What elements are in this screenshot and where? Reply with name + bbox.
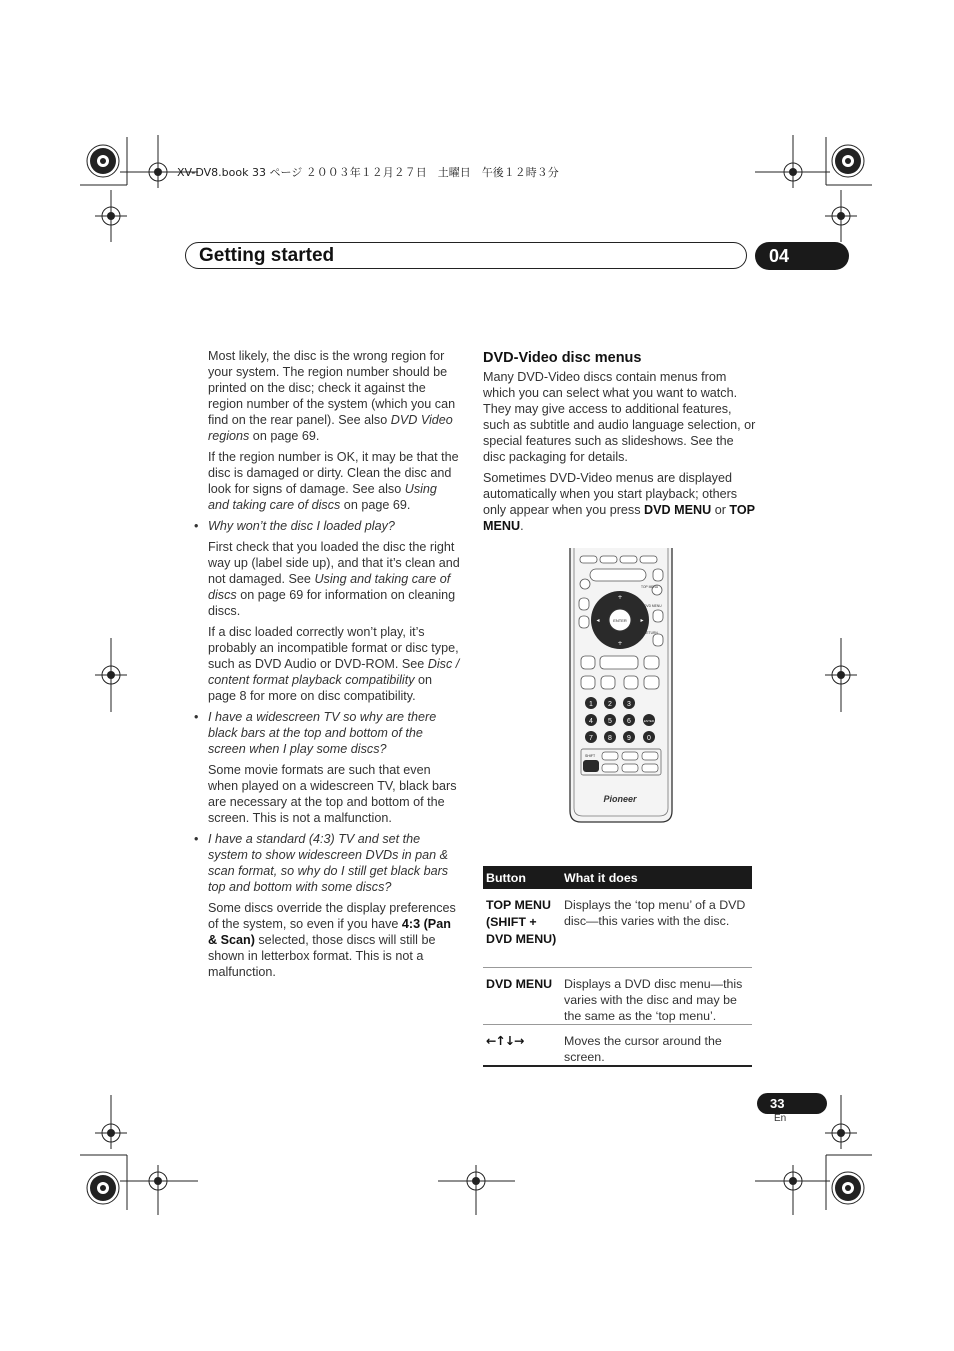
remote-dvd-menu-label: DVD MENU (644, 604, 662, 608)
section-title: DVD-Video disc menus (483, 350, 642, 366)
table-row (483, 889, 752, 968)
header-what-it-does: What it does (564, 870, 638, 885)
chapter-number: 04 (755, 242, 849, 270)
key-enter: ENTER (643, 719, 655, 723)
row-button-arrows: ←↑↓→ (486, 1033, 524, 1048)
button-function-table (483, 866, 752, 1067)
paragraph: Some discs override the display preferences of the system, so even if you have 4:3 (Pan & Scan) selected, those discs will still be shown in letterbox format. This is not a malfunction. (208, 901, 456, 979)
paragraph: Most likely, the disc is the wrong region for your system. The region number should be printed on the disc; check it against the region number of the system (which you can find on the rear panel). See also DVD Video regions on page 69. (208, 349, 456, 443)
remote-control-illustration (567, 546, 677, 826)
paragraph: If a disc loaded correctly won’t play, it’s probably an incompatible format or disc type, such as DVD Audio or DVD-ROM. See Disc / content format playback compatibility on page 8 for more on disc compatibility. (208, 625, 460, 703)
header-button: Button (486, 870, 526, 885)
remote-return-label: RETURN (644, 631, 658, 635)
row-description: Displays the ‘top menu’ of a DVD disc—this varies with the disc. (564, 898, 746, 928)
key-5: 5 (608, 718, 612, 725)
left-column (208, 348, 460, 985)
paragraph: Many DVD-Video discs contain menus from which you can select what you want to watch. They may give access to additional features, such as subtitle and audio language selection, or special features such as slideshows. See the disc packaging for details. (483, 370, 756, 464)
paragraph: If the region number is OK, it may be that the disc is damaged or dirty. Clean the disc and look for signs of damage. See also Using and taking care of discs on page 69. (208, 450, 459, 512)
row-button: TOP MENU (SHIFT + DVD MENU) (486, 898, 557, 946)
svg-text:+: + (617, 640, 623, 647)
remote-shift-label: SHIFT (585, 754, 596, 758)
remote-enter-label: ENTER (613, 618, 627, 623)
pioneer-logo: Pioneer (603, 794, 637, 804)
page-language: En (774, 1113, 787, 1124)
table-row (483, 1025, 752, 1067)
svg-text:◂: ◂ (596, 617, 600, 624)
key-8: 8 (608, 735, 612, 742)
key-9: 9 (627, 735, 631, 742)
key-6: 6 (627, 718, 631, 725)
svg-text:+: + (617, 594, 623, 601)
svg-text:▸: ▸ (640, 617, 644, 624)
file-info-line: XV-DV8.book 33 ページ ２００３年１２月２７日 土曜日 午後１２時３分 (177, 166, 559, 179)
key-3: 3 (627, 701, 631, 708)
row-button: DVD MENU (486, 977, 553, 991)
paragraph: First check that you loaded the disc the right way up (label side up), and that it’s clean and not damaged. See Using and taking care of discs on page 69 for information on cleaning discs. (208, 540, 460, 618)
key-4: 4 (589, 718, 593, 725)
row-description: Displays a DVD disc menu—this varies with the disc and may be the same as the ‘top menu’. (564, 977, 743, 1023)
key-2: 2 (608, 701, 612, 708)
table-header (483, 866, 752, 889)
row-description: Moves the cursor around the screen. (564, 1034, 722, 1064)
table-row (483, 968, 752, 1025)
question-bullet: • Why won’t the disc I loaded play? (208, 518, 460, 534)
remote-top-menu-label: TOP MENU (641, 585, 659, 589)
key-7: 7 (589, 735, 593, 742)
key-1: 1 (589, 701, 593, 708)
question-bullet: • I have a widescreen TV so why are there black bars at the top and bottom of the screen when I play some discs? (208, 709, 460, 757)
chapter-title: Getting started (199, 245, 335, 266)
right-column (483, 350, 757, 539)
question-bullet: • I have a standard (4:3) TV and set the system to show widescreen DVDs in pan & scan format, so why do I still get black bars top and bottom with some discs? (208, 831, 460, 895)
paragraph: Sometimes DVD-Video menus are displayed automatically when you start playback; others only appear when you press DVD MENU or TOP MENU. (483, 471, 755, 533)
paragraph: Some movie formats are such that even when played on a widescreen TV, black bars are necessary at the top and bottom of the screen. This is not a malfunction. (208, 763, 457, 825)
key-0: 0 (647, 735, 651, 742)
page-number: 33 (757, 1093, 827, 1114)
